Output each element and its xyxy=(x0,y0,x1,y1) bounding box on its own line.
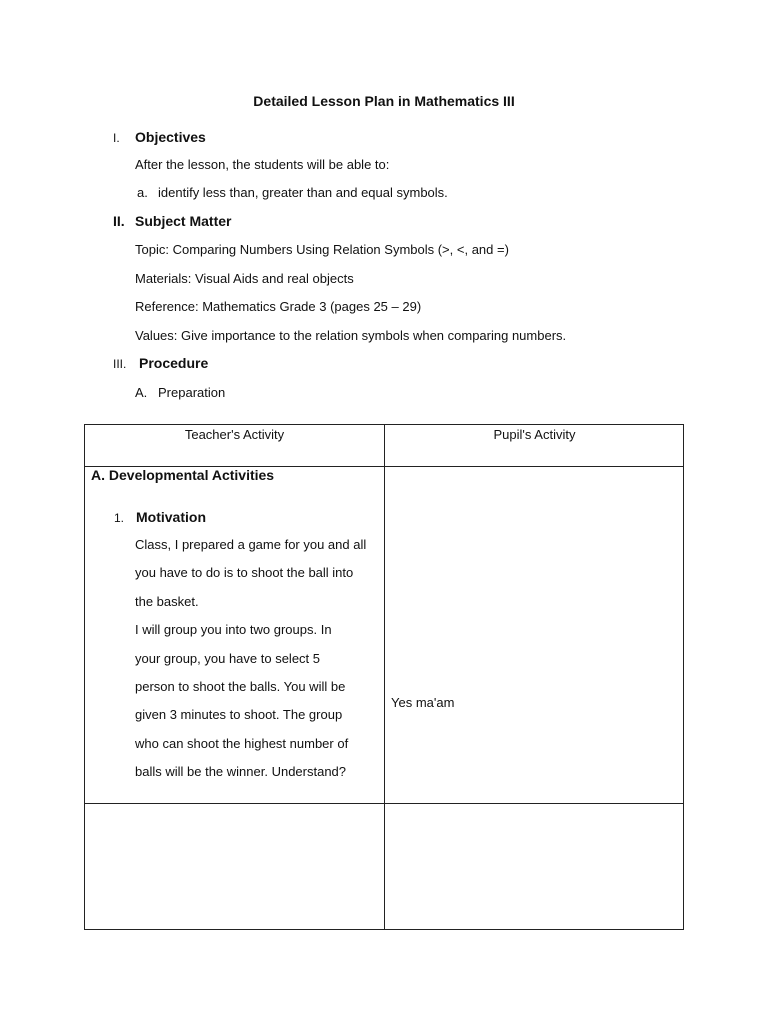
subject-topic: Topic: Comparing Numbers Using Relation Symbols (>, <, and =) xyxy=(135,242,509,257)
motivation-number: 1. xyxy=(114,511,125,525)
motivation-paragraph xyxy=(135,531,366,787)
document-title: Detailed Lesson Plan in Mathematics III xyxy=(253,93,515,109)
section-title-procedure: Procedure xyxy=(139,355,209,371)
section-number-objectives: I. xyxy=(113,131,120,145)
header-teacher-activity: Teacher's Activity xyxy=(184,427,285,442)
objectives-intro: After the lesson, the students will be able to: xyxy=(135,157,390,172)
motivation-line: who can shoot the highest number of xyxy=(135,735,349,751)
motivation-line: person to shoot the balls. You will be xyxy=(135,678,346,694)
developmental-activities-heading: A. Developmental Activities xyxy=(91,467,275,483)
motivation-line: you have to do is to shoot the ball into xyxy=(135,565,354,581)
subject-materials: Materials: Visual Aids and real objects xyxy=(135,271,354,286)
procedure-item: Preparation xyxy=(158,385,226,400)
objective-item: identify less than, greater than and equal symbols. xyxy=(158,185,448,200)
motivation-line: your group, you have to select 5 xyxy=(135,650,321,666)
pupil-response: Yes ma'am xyxy=(391,695,455,710)
section-title-objectives: Objectives xyxy=(135,129,206,145)
motivation-line: balls will be the winner. Understand? xyxy=(135,764,347,780)
header-pupil-activity: Pupil's Activity xyxy=(493,427,576,442)
motivation-line: given 3 minutes to shoot. The group xyxy=(135,707,343,723)
section-title-subject-matter: Subject Matter xyxy=(135,213,232,229)
table-column-divider xyxy=(384,425,385,929)
motivation-line: Class, I prepared a game for you and all xyxy=(135,537,367,552)
motivation-line: the basket. xyxy=(135,593,199,609)
section-number-subject-matter: II. xyxy=(113,213,125,229)
subject-reference: Reference: Mathematics Grade 3 (pages 25 – 29) xyxy=(135,299,422,314)
objective-marker: a. xyxy=(137,185,148,200)
motivation-line: I will group you into two groups. In xyxy=(135,622,332,638)
procedure-marker: A. xyxy=(135,385,148,400)
section-number-procedure: III. xyxy=(113,357,127,371)
subject-values: Values: Give importance to the relation symbols when comparing numbers. xyxy=(135,328,567,343)
motivation-title: Motivation xyxy=(136,509,206,525)
table-row-divider xyxy=(85,803,683,804)
